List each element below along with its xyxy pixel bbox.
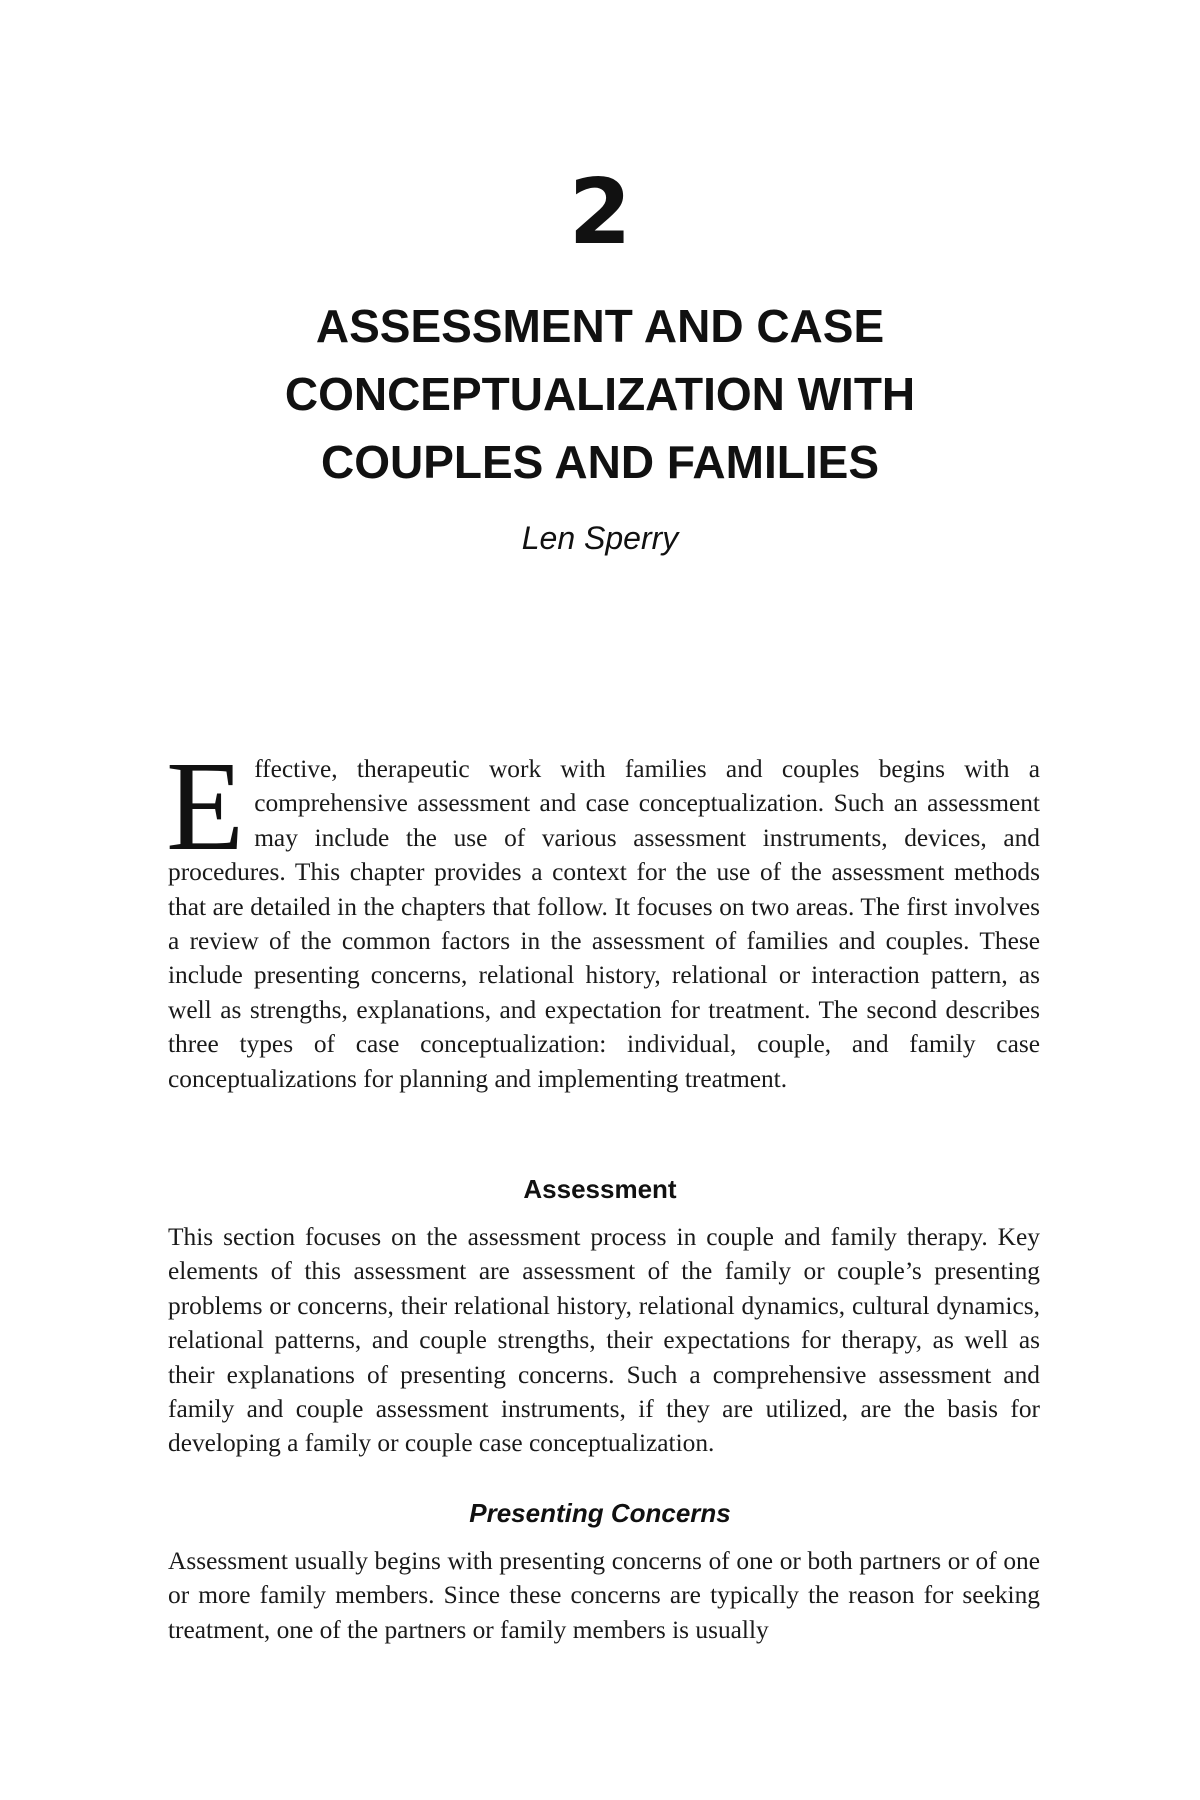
intro-paragraph <box>166 735 1040 1096</box>
subsection-heading-presenting-concerns: Presenting Concerns <box>469 1498 731 1528</box>
drop-cap-letter: E <box>166 735 245 877</box>
chapter-number: 2 <box>568 160 632 265</box>
chapter-title-line-2: CONCEPTUALIZATION WITH <box>284 368 916 420</box>
chapter-author: Len Sperry <box>521 520 679 556</box>
intro-paragraph-text: ffective, therapeutic work with families and couples begins with a comprehensive assessment and case conceptualization. Such an assessment may include the use of various assessment instruments, devices, and procedures. This chapter provides a context for the use of the assessment methods that are detailed in the chapters that follow. It focuses on two areas. The first involves a review of the common factors in the assessment of families and couples. These include presenting concerns, relational history, relational or interaction pattern, as well as strengths, explanations, and expectation for treatment. The second describes three types of case conceptualization: individual, couple, and family case conceptualizations for planning and implementing treatment. <box>168 755 1040 1093</box>
section-heading-assessment: Assessment <box>523 1174 677 1204</box>
chapter-title <box>150 292 1050 496</box>
presenting-concerns-paragraph: Assessment usually begins with presenting concerns of one or both partners or of one or more family members. Since these concerns are typically the reason for seeking treatment, one of the partners or family members is usually <box>168 1547 1040 1644</box>
chapter-title-line-3: COUPLES AND FAMILIES <box>321 436 879 488</box>
chapter-title-line-1: ASSESSMENT AND CASE <box>315 300 885 352</box>
assessment-paragraph: This section focuses on the assessment process in couple and family therapy. Key elements of this assessment are assessment of the family or couple’s presenting problems or concerns, their relational history, relational dynamics, cultural dynamics, relational patterns, and couple strengths, their expectations for therapy, as well as their explanations of presenting concerns. Such a comprehensive assessment and family and couple assessment instruments, if they are utilized, are the basis for developing a family or couple case conceptualization. <box>168 1223 1040 1458</box>
